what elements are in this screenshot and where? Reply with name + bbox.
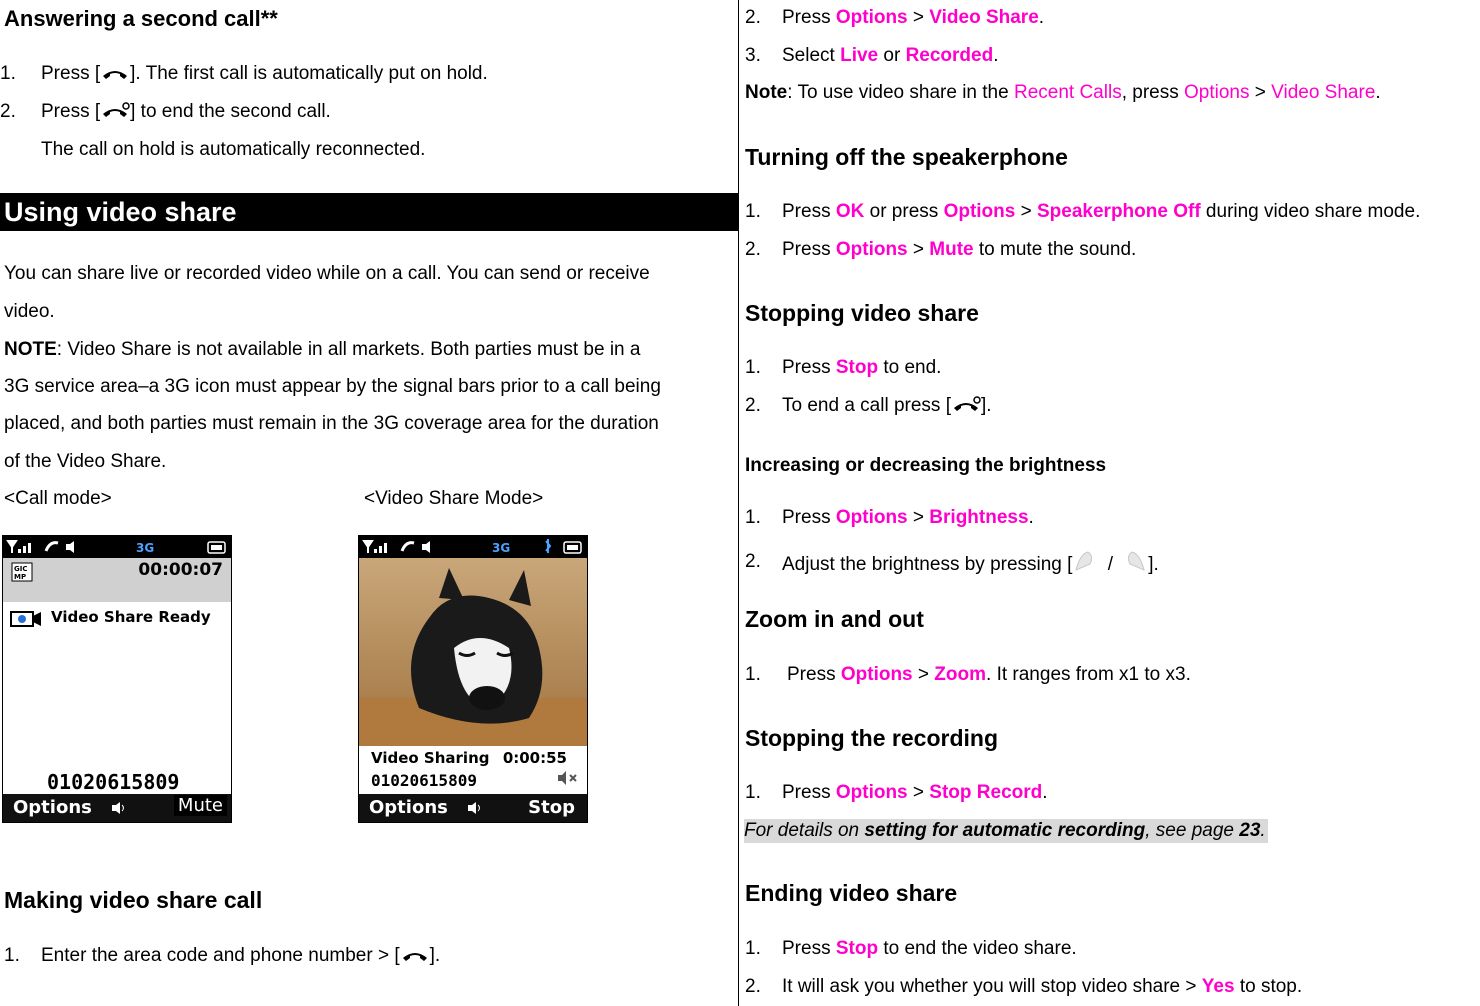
phone-number: 01020615809 bbox=[47, 770, 180, 794]
list-item: 1. Press Options > Brightness. bbox=[745, 507, 1034, 528]
speaker-title: Turning off the speakerphone bbox=[745, 144, 1068, 170]
making-title: Making video share call bbox=[4, 887, 263, 913]
column-divider bbox=[738, 0, 739, 1006]
svg-text:3G: 3G bbox=[492, 541, 511, 555]
reconnect-text: The call on hold is automatically reconnected. bbox=[41, 139, 426, 160]
call-header bbox=[3, 558, 231, 602]
status-bar bbox=[3, 536, 231, 558]
video-frame-image bbox=[359, 558, 588, 746]
svg-text:MP: MP bbox=[14, 573, 27, 581]
note-line: NOTE: Video Share is not available in all markets. Both parties must be in a bbox=[4, 339, 641, 360]
call-info-icon bbox=[11, 562, 33, 582]
stopping-title: Stopping video share bbox=[745, 300, 979, 326]
call-timer: 00:00:07 bbox=[138, 560, 223, 580]
list-item: 1. Press [ ]. The first call is automatically put on hold. bbox=[0, 63, 488, 84]
call-mode-label: <Call mode> bbox=[4, 488, 112, 509]
softkey-stop: Stop bbox=[528, 797, 575, 818]
section-banner: Using video share bbox=[0, 193, 738, 231]
status-icons bbox=[362, 539, 584, 555]
video-share-icon bbox=[9, 608, 43, 630]
list-item: 2. Adjust the brightness by pressing [ / ]. bbox=[745, 551, 1159, 575]
details-note: For details on setting for automatic recording, see page 23. bbox=[744, 820, 1266, 841]
call-mode-screenshot bbox=[2, 535, 232, 823]
video-sharing-caption: Video Sharing bbox=[371, 749, 490, 767]
status-icons bbox=[6, 539, 228, 555]
note-line: of the Video Share. bbox=[4, 451, 167, 472]
list-item: 3. Select Live or Recorded. bbox=[745, 45, 999, 66]
call-key-icon bbox=[100, 64, 130, 82]
end-key-icon bbox=[951, 396, 981, 414]
end-key-icon bbox=[100, 102, 130, 120]
zoom-title: Zoom in and out bbox=[745, 606, 924, 632]
speaker-muted-icon bbox=[557, 770, 579, 786]
list-item: 2. Press [ ] to end the second call. bbox=[0, 101, 331, 122]
list-item: 2. It will ask you whether you will stop video share > Yes to stop. bbox=[745, 976, 1303, 997]
video-timer: 0:00:55 bbox=[502, 749, 567, 767]
list-item: 1. Press OK or press Options > Speakerphone Off during video share mode. bbox=[745, 201, 1421, 222]
note-line: Note: To use video share in the Recent Calls, press Options > Video Share. bbox=[745, 82, 1381, 103]
svg-text:3G: 3G bbox=[136, 541, 155, 555]
video-info-panel bbox=[359, 746, 587, 796]
answering-title: Answering a second call** bbox=[4, 6, 278, 31]
video-share-status: Video Share Ready bbox=[51, 608, 211, 626]
list-item: 1. Press Options > Stop Record. bbox=[745, 782, 1048, 803]
status-bar bbox=[359, 536, 587, 558]
list-item: 2. To end a call press [ ]. bbox=[745, 395, 992, 416]
svg-text:GIC: GIC bbox=[14, 565, 28, 573]
list-item: 1. Press Stop to end the video share. bbox=[745, 938, 1077, 959]
volume-down-key-icon bbox=[1118, 550, 1148, 576]
note-line: 3G service area–a 3G icon must appear by the signal bars prior to a call being bbox=[4, 376, 661, 397]
ending-title: Ending video share bbox=[745, 880, 958, 906]
speaker-icon bbox=[467, 801, 483, 815]
brightness-title: Increasing or decreasing the brightness bbox=[745, 455, 1107, 476]
softkey-options: Options bbox=[369, 797, 448, 818]
list-item: 1. Press Options > Zoom. It ranges from x1 to x3. bbox=[745, 664, 1191, 685]
left-column bbox=[0, 0, 738, 1006]
soft-key-bar bbox=[359, 794, 587, 822]
list-item: 2. Press Options > Mute to mute the sound. bbox=[745, 239, 1137, 260]
list-item: 2. Press Options > Video Share. bbox=[745, 7, 1045, 28]
phone-number: 01020615809 bbox=[371, 771, 477, 790]
recording-title: Stopping the recording bbox=[745, 725, 998, 751]
intro-line: video. bbox=[4, 301, 55, 322]
call-key-icon bbox=[400, 946, 430, 964]
intro-line: You can share live or recorded video while on a call. You can send or receive bbox=[4, 263, 650, 284]
list-item: 1. Press Stop to end. bbox=[745, 357, 942, 378]
right-column bbox=[740, 0, 1480, 1006]
softkey-mute: Mute bbox=[174, 795, 227, 816]
note-line: placed, and both parties must remain in the 3G coverage area for the duration bbox=[4, 413, 659, 434]
list-item: 1. Enter the area code and phone number > [ ]. bbox=[4, 945, 441, 966]
softkey-options: Options bbox=[13, 797, 92, 818]
volume-up-key-icon bbox=[1072, 550, 1102, 576]
speaker-icon bbox=[111, 801, 127, 815]
video-share-screenshot bbox=[358, 535, 588, 823]
soft-key-bar bbox=[3, 794, 231, 822]
video-mode-label: <Video Share Mode> bbox=[364, 488, 544, 509]
